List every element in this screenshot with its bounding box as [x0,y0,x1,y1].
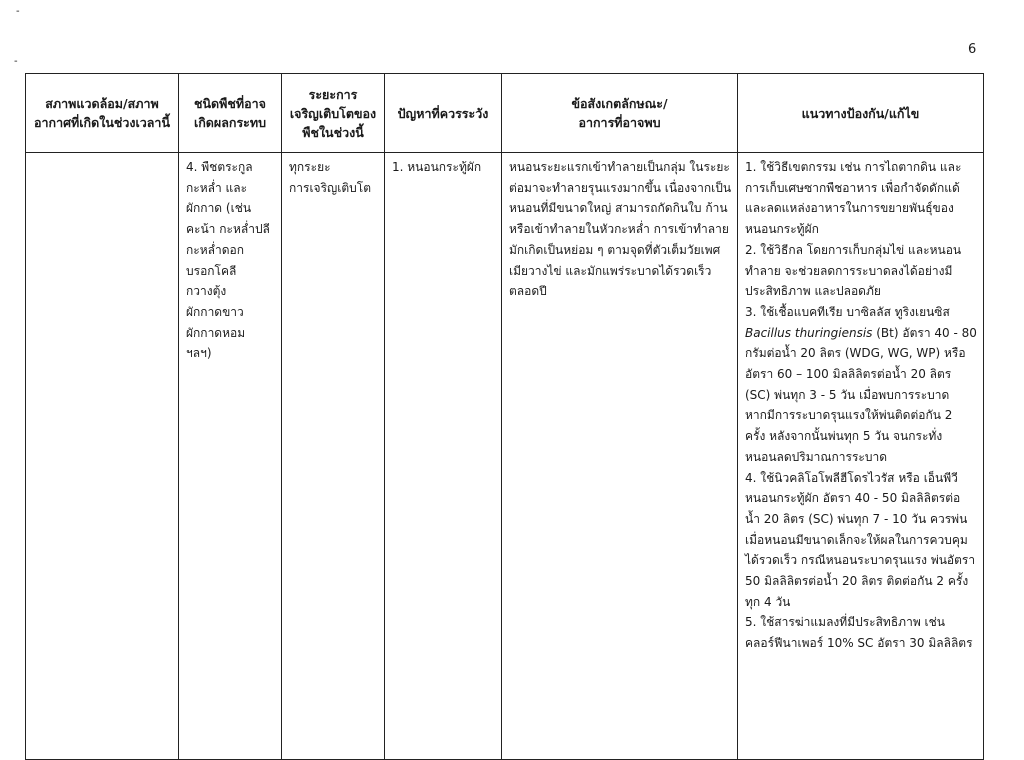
header-problem: ปัญหาที่ควรระวัง [385,74,502,153]
cell-affected-plants: 4. พืชตระกูล กะหล่ำ และ ผักกาด (เช่น คะน้า กะหล่ำปลี กะหล่ำดอก บรอกโคลี กวางตุ้ง ผักกาดขาว ผักกาดหอม ฯลฯ) [179,153,282,760]
header-symptoms: ข้อสังเกตลักษณะ/ อาการที่อาจพบ [502,74,738,153]
scientific-name: Bacillus thuringiensis [745,325,873,340]
header-affected-plants: ชนิดพืชที่อาจ เกิดผลกระทบ [179,74,282,153]
margin-mark-side: - [14,56,18,67]
margin-mark-top: - [16,6,20,17]
pest-guidance-table [25,73,984,760]
header-row [26,74,984,153]
scientific-name-line: Bacillus thuringiensis (Bt) อัตรา 40 - 80 [745,325,977,340]
cell-symptoms: หนอนระยะแรกเข้าทำลายเป็นกลุ่ม ในระยะ ต่อมาจะทำลายรุนแรงมากขึ้น เนื่องจากเป็น หนอนที่มีขนาดใหญ่ สามารถกัดกินใบ ก้าน หรือเข้าทำลายในหัวกะหล่ำ การเข้าทำลาย มักเกิดเป็นหย่อม ๆ ตามจุดที่ตัวเต็มวัยเพศ เมียวางไข่ และมักแพร่ระบาดได้รวดเร็ว ตลอดปี [502,153,738,760]
cell-environment [26,153,179,760]
cell-growth-stage: ทุกระยะ การเจริญเติบโต [282,153,385,760]
page-number: 6 [968,42,977,57]
cell-prevention: 1. ใช้วิธีเขตกรรม เช่น การไถตากดิน และ การเก็บเศษซากพืชอาหาร เพื่อกำจัดดักแด้ และลดแหล่งอาหารในการขยายพันธุ์ของ หนอนกระทู้ผัก 2. ใช้วิธีกล โดยการเก็บกลุ่มไข่ และหนอน ทำลาย จะช่วยลดการระบาดลงได้อย่างมี ประสิทธิภาพ และปลอดภัย 3. ใช้เชื้อแบคทีเรีย บาซิลลัส ทูริงเยนซิส Bacillus thuringiensis (Bt) อัตรา 40 - 80 กรัมต่อน้ำ 20 ลิตร (WDG, WG, WP) หรือ อัตรา 60 – 100 มิลลิลิตรต่อน้ำ 20 ลิตร (SC) พ่นทุก 3 - 5 วัน เมื่อพบการระบาด หากมีการระบาดรุนแรงให้พ่นติดต่อกัน 2 ครั้ง หลังจากนั้นพ่นทุก 5 วัน จนกระทั่ง หนอนลดปริมาณการระบาด 4. ใช้นิวคลิโอโพลีฮีโดรไวรัส หรือ เอ็นพีวี หนอนกระทู้ผัก อัตรา 40 - 50 มิลลิลิตรต่อ น้ำ 20 ลิตร (SC) พ่นทุก 7 - 10 วัน ควรพ่น เมื่อหนอนมีขนาดเล็กจะให้ผลในการควบคุม ได้รวดเร็ว กรณีหนอนระบาดรุนแรง พ่นอัตรา 50 มิลลิลิตรต่อน้ำ 20 ลิตร ติดต่อกัน 2 ครั้ง ทุก 4 วัน 5. ใช้สารฆ่าแมลงที่มีประสิทธิภาพ เช่น คลอร์ฟีนาเพอร์ 10% SC อัตรา 30 มิลลิลิตร [738,153,984,760]
table-row [26,153,984,760]
cell-problem: 1. หนอนกระทู้ผัก [385,153,502,760]
header-environment: สภาพแวดล้อม/สภาพ อากาศที่เกิดในช่วงเวลานี้ [26,74,179,153]
header-prevention: แนวทางป้องกัน/แก้ไข [738,74,984,153]
header-growth-stage: ระยะการ เจริญเติบโตของ พืชในช่วงนี้ [282,74,385,153]
